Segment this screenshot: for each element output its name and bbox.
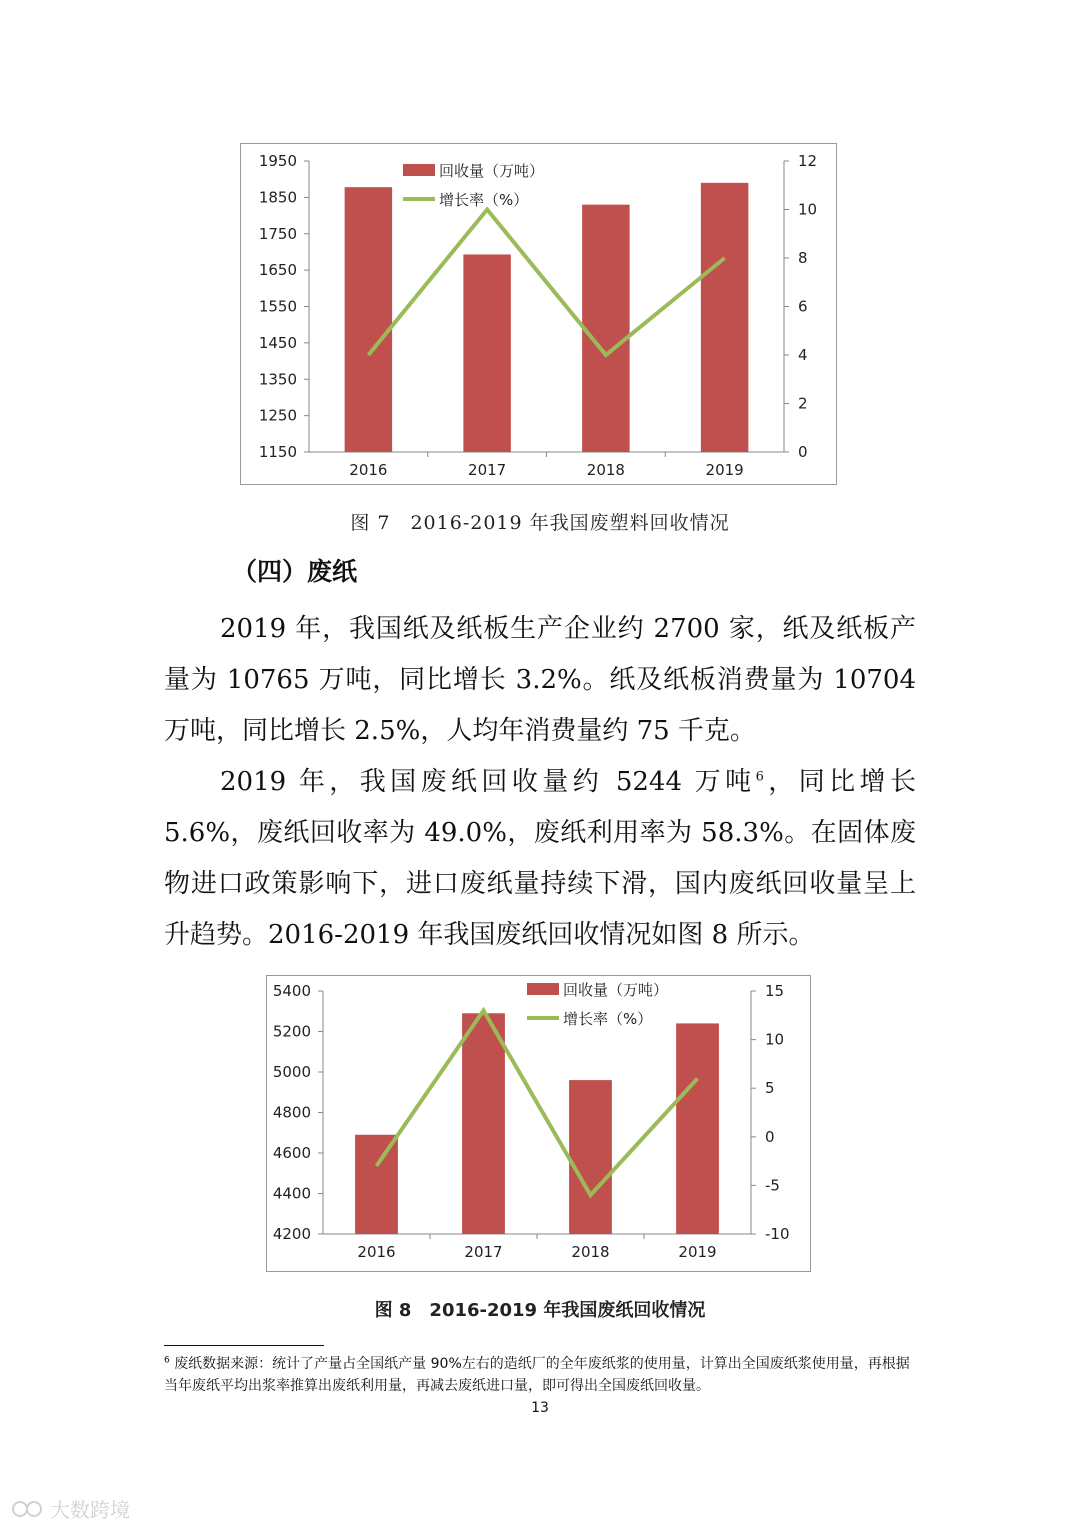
- bar-2017: [462, 1013, 505, 1234]
- right-tick-label: -5: [765, 1176, 780, 1195]
- legend-line-label: 增长率（%）: [563, 1010, 653, 1028]
- x-tick-label: 2019: [705, 461, 744, 479]
- footnote-text: 废纸数据来源：统计了产量占全国纸产量 90%左右的造纸厂的全年废纸浆的使用量，计算出全国废纸浆使用量，再根据当年废纸平均出浆率推算出废纸利用量，再减去废纸进口量，即可得出全国废纸回收量。: [164, 1356, 910, 1394]
- right-tick-label: 12: [798, 152, 818, 170]
- paragraph-paper-recycling: [164, 757, 916, 961]
- left-tick-label: 4800: [272, 1103, 311, 1122]
- left-tick-label: 4200: [272, 1225, 311, 1243]
- right-tick-label: 8: [798, 249, 808, 267]
- x-tick-label: 2017: [464, 1243, 503, 1261]
- chart-plastic-recycling: [240, 143, 837, 485]
- left-tick-label: 5400: [272, 982, 311, 1000]
- bar-2016: [345, 187, 393, 452]
- left-tick-label: 5000: [272, 1063, 311, 1081]
- growth-rate-line: [368, 210, 724, 356]
- bar-2018: [569, 1080, 612, 1234]
- left-tick-label: 1350: [258, 370, 297, 389]
- right-tick-label: 0: [765, 1127, 775, 1146]
- left-tick-label: 4400: [272, 1184, 311, 1203]
- right-tick-label: 10: [798, 200, 818, 219]
- bar-2016: [355, 1135, 398, 1234]
- left-tick-label: 1150: [258, 443, 297, 461]
- growth-rate-line: [377, 1010, 698, 1195]
- x-tick-label: 2016: [349, 461, 388, 479]
- right-tick-label: 15: [765, 982, 785, 1000]
- chart-paper-recycling: [266, 975, 811, 1272]
- right-tick-label: 0: [798, 443, 808, 461]
- legend-bar-swatch: [527, 983, 559, 995]
- bar-2018: [582, 205, 630, 452]
- left-tick-label: 1750: [258, 224, 297, 243]
- legend-bar-label: 回收量（万吨）: [563, 981, 669, 999]
- chart-plastic-svg: [241, 144, 836, 484]
- paragraph-part-b: ，同比增长 5.6%，废纸回收率为 49.0%，废纸利用率为 58.3%。在固体废物进口政策影响下，进口废纸量持续下滑，国内废纸回收量呈上升趋势。2016-2019 年我国废纸回收情况如图 8 所示。: [164, 767, 916, 950]
- section-heading: （四）废纸: [232, 557, 358, 586]
- x-tick-label: 2016: [357, 1243, 396, 1261]
- paragraph-paper-production: 2019 年，我国纸及纸板生产企业约 2700 家，纸及纸板产量为 10765 万吨，同比增长 3.2%。纸及纸板消费量为 10704 万吨，同比增长 2.5%，人均年消费量约 75 千克。: [164, 614, 916, 746]
- legend-bar-swatch: [403, 164, 435, 176]
- left-tick-label: 1950: [258, 152, 297, 170]
- x-tick-label: 2018: [586, 461, 625, 479]
- bar-2019: [676, 1023, 719, 1234]
- legend-bar-label: 回收量（万吨）: [439, 162, 545, 180]
- bar-2019: [701, 183, 749, 452]
- x-tick-label: 2019: [678, 1243, 717, 1261]
- left-tick-label: 1550: [258, 297, 297, 316]
- chart-paper-svg: [267, 976, 810, 1271]
- left-tick-label: 1650: [258, 261, 297, 280]
- left-tick-label: 1250: [258, 406, 297, 425]
- left-tick-label: 5200: [272, 1022, 311, 1041]
- footnote-marker: 6: [164, 1355, 170, 1366]
- legend-line-label: 增长率（%）: [439, 191, 529, 209]
- right-tick-label: -10: [765, 1225, 790, 1243]
- left-tick-label: 1450: [258, 333, 297, 352]
- footnote: [164, 1353, 916, 1397]
- left-tick-label: 1850: [258, 188, 297, 207]
- right-tick-label: 5: [765, 1079, 775, 1098]
- right-tick-label: 2: [798, 394, 808, 413]
- figure-8-caption: 图 8 2016-2019 年我国废纸回收情况: [374, 1300, 706, 1321]
- watermark-text: 大数跨境: [50, 1498, 130, 1522]
- right-tick-label: 4: [798, 346, 808, 364]
- right-tick-label: 6: [798, 297, 808, 316]
- page-number: 13: [531, 1400, 549, 1416]
- footnote-divider: [164, 1345, 324, 1346]
- watermark: [12, 1494, 130, 1523]
- x-tick-label: 2018: [571, 1243, 610, 1261]
- x-tick-label: 2017: [468, 461, 507, 479]
- paragraph-part-a: 2019 年，我国废纸回收量约 5244 万吨: [220, 767, 756, 797]
- left-tick-label: 4600: [272, 1144, 311, 1162]
- bar-2017: [463, 254, 511, 452]
- figure-7-caption: 图 7 2016-2019 年我国废塑料回收情况: [350, 512, 730, 534]
- footnote-ref: 6: [755, 769, 764, 785]
- right-tick-label: 10: [765, 1030, 785, 1049]
- brand-logo-icon: [12, 1499, 46, 1519]
